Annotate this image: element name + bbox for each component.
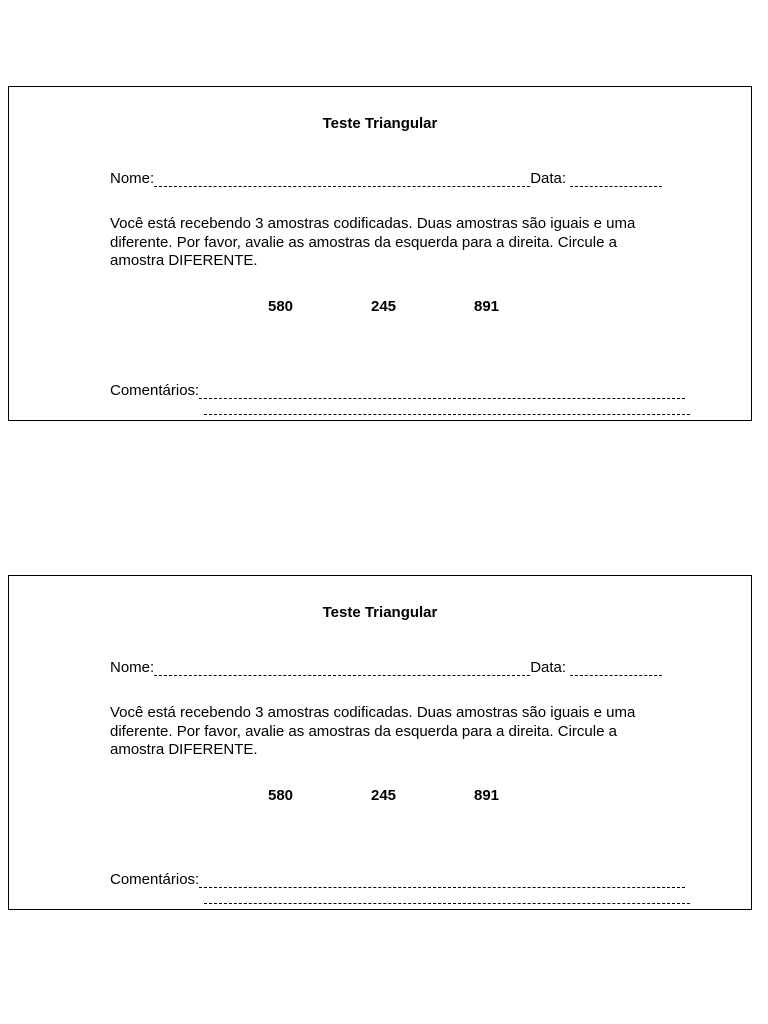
sample-code-1[interactable]: 580 xyxy=(268,298,294,315)
name-date-row xyxy=(110,659,662,676)
triangle-test-form-1 xyxy=(8,86,752,421)
comments-field-line-1[interactable] xyxy=(199,384,685,399)
sample-code-3[interactable]: 891 xyxy=(474,298,500,315)
comments-row xyxy=(110,871,685,888)
name-date-row xyxy=(110,170,662,187)
instructions-text: Você está recebendo 3 amostras codificadas. Duas amostras são iguais e uma diferente. Por favor, avalie as amostras da esquerda para a direita. Circule a amostra DIFERENTE. xyxy=(110,215,636,269)
sample-code-2[interactable]: 245 xyxy=(371,787,397,804)
sample-code-2[interactable]: 245 xyxy=(371,298,397,315)
instructions-text: Você está recebendo 3 amostras codificadas. Duas amostras são iguais e uma diferente. Por favor, avalie as amostras da esquerda para a direita. Circule a amostra DIFERENTE. xyxy=(110,704,636,758)
name-label: Nome: xyxy=(110,170,155,187)
sample-code-1[interactable]: 580 xyxy=(268,787,294,804)
comments-field-line-2[interactable] xyxy=(204,889,690,904)
comments-row xyxy=(110,382,685,399)
date-label: Data: xyxy=(530,659,567,676)
form-title: Teste Triangular xyxy=(322,115,438,132)
comments-label: Comentários: xyxy=(110,871,200,888)
date-label: Data: xyxy=(530,170,567,187)
comments-label: Comentários: xyxy=(110,382,200,399)
form-title: Teste Triangular xyxy=(322,604,438,621)
name-field[interactable] xyxy=(154,172,530,187)
name-label: Nome: xyxy=(110,659,155,676)
date-field[interactable] xyxy=(570,661,662,676)
sample-code-3[interactable]: 891 xyxy=(474,787,500,804)
comments-field-line-1[interactable] xyxy=(199,873,685,888)
comments-field-line-2[interactable] xyxy=(204,400,690,415)
triangle-test-form-2 xyxy=(8,575,752,910)
date-field[interactable] xyxy=(570,172,662,187)
name-field[interactable] xyxy=(154,661,530,676)
